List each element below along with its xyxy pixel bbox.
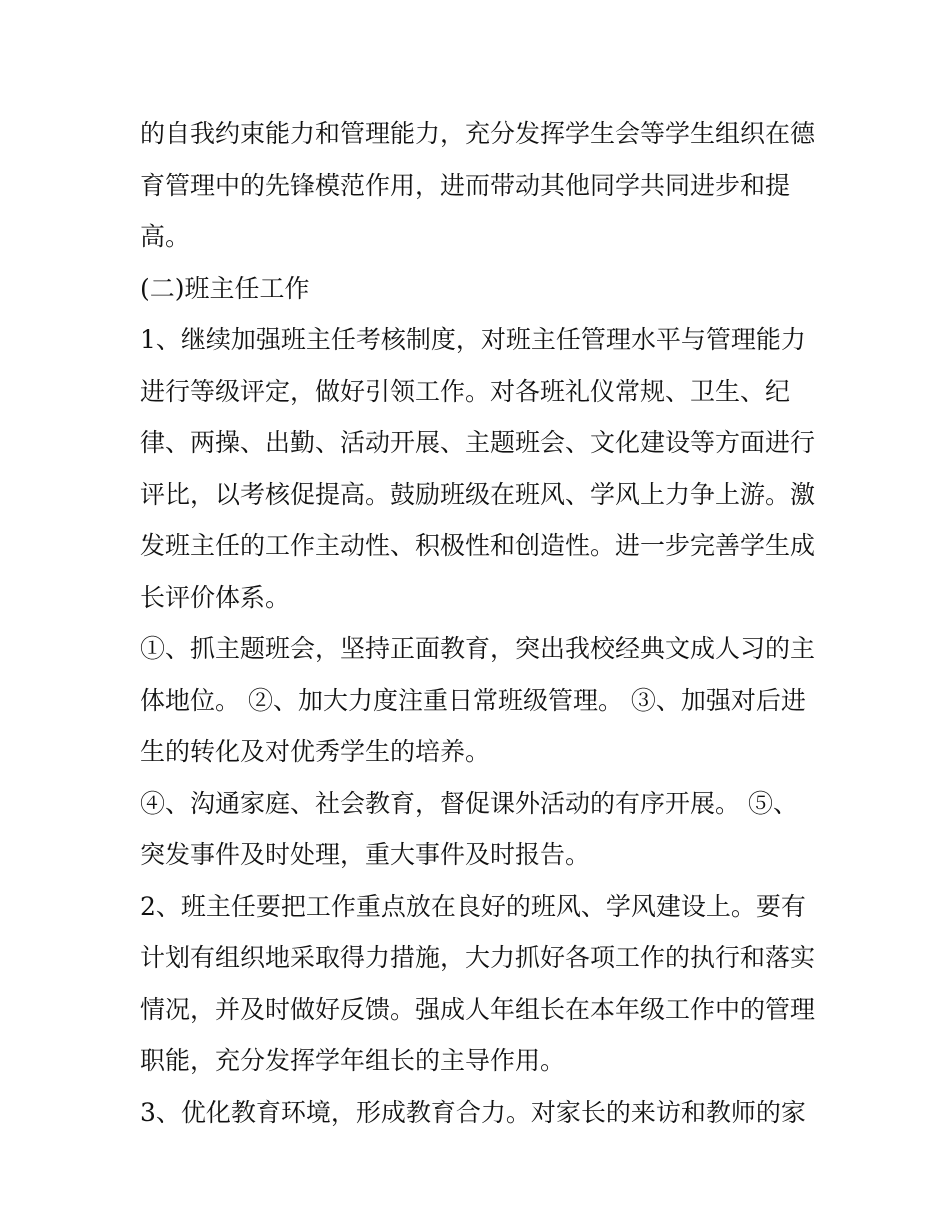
text-line: 律、两操、出勤、活动开展、主题班会、文化建设等方面进行 xyxy=(140,428,816,457)
text-line: ①、抓主题班会，坚持正面教育，突出我校经典文成人习的主 xyxy=(140,634,816,663)
text-line: 评比，以考核促提高。鼓励班级在班风、学风上力争上游。激 xyxy=(140,479,816,509)
text-line: 情况，并及时做好反馈。强成人年组长在本年级工作中的管理 xyxy=(140,994,816,1024)
text-line: 发班主任的工作主动性、积极性和创造性。进一步完善学生成 xyxy=(140,531,816,560)
text-line: 2、班主任要把工作重点放在良好的班风、学风建设上。要有 xyxy=(140,891,806,921)
text-line: 生的转化及对优秀学生的培养。 xyxy=(140,737,491,766)
text-line: 3、优化教育环境，形成教育合力。对家长的来访和教师的家 xyxy=(140,1097,806,1127)
text-line: 突发事件及时处理，重大事件及时报告。 xyxy=(140,840,591,869)
text-line: 体地位。 ②、加大力度注重日常班级管理。 ③、加强对后进 xyxy=(140,685,806,715)
text-line: 1、继续加强班主任考核制度，对班主任管理水平与管理能力 xyxy=(140,325,806,354)
text-line: 职能，充分发挥学年组长的主导作用。 xyxy=(140,1046,566,1075)
document-body xyxy=(140,108,815,1138)
text-line: 的自我约束能力和管理能力，充分发挥学生会等学生组织在德 xyxy=(140,119,816,148)
text-line: 育管理中的先锋模范作用，进而带动其他同学共同进步和提 xyxy=(140,170,791,200)
text-line: 计划有组织地采取得力措施，大力抓好各项工作的执行和落实 xyxy=(140,943,816,972)
text-line: 进行等级评定，做好引领工作。对各班礼仪常规、卫生、纪 xyxy=(140,376,791,406)
text-line: 高。 xyxy=(140,222,191,251)
section-heading: (二)班主任工作 xyxy=(140,273,310,303)
text-line: 长评价体系。 xyxy=(140,582,291,612)
text-line: ④、沟通家庭、社会教育，督促课外活动的有序开展。 ⑤、 xyxy=(140,788,798,818)
